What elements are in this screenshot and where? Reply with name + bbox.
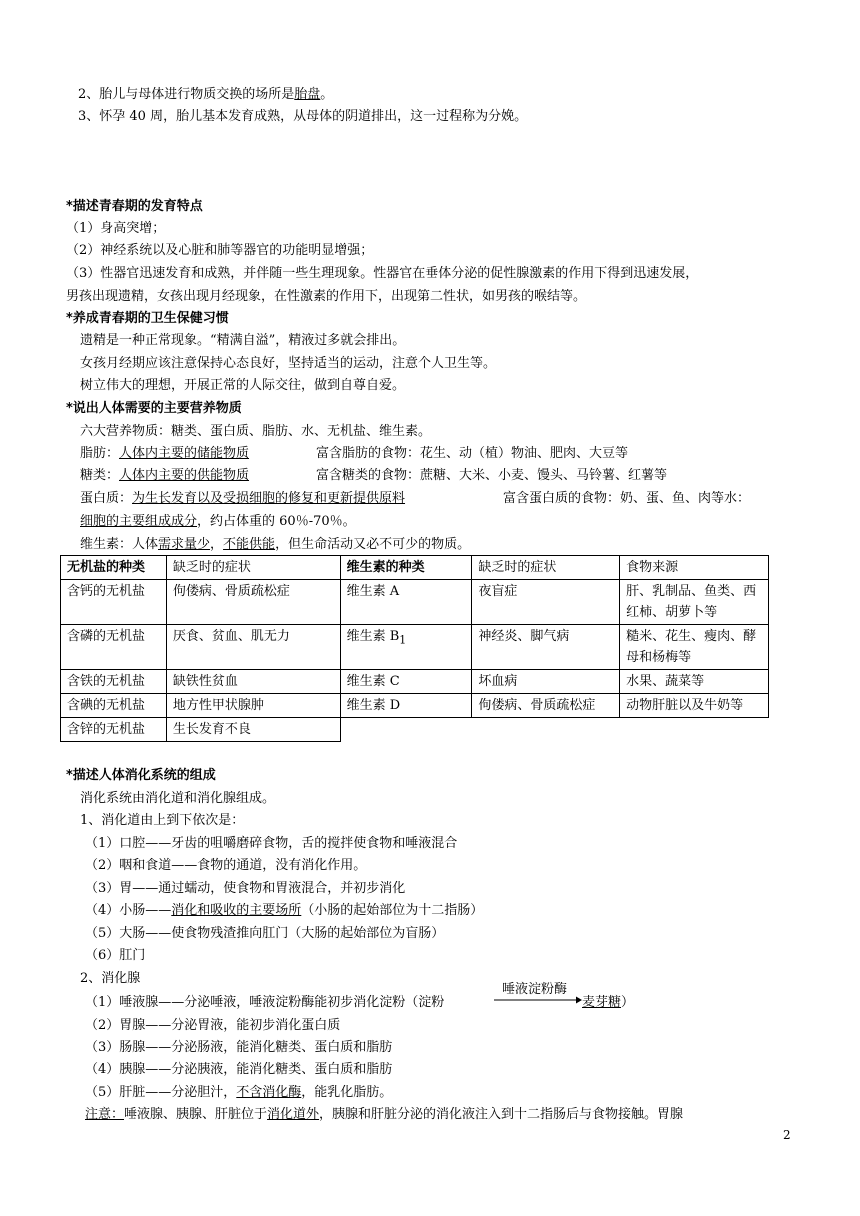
table-header-cell: 无机盐的种类: [61, 556, 167, 580]
text: 脂肪：: [80, 446, 120, 461]
text-line: [85, 1085, 392, 1101]
text-line: 2、消化腺: [80, 971, 141, 986]
table-cell: 佝偻病、骨质疏松症: [472, 694, 620, 718]
text: （4）小肠——: [85, 903, 172, 918]
underlined-term: 不能供能: [223, 537, 276, 552]
table-cell: 肝、乳制品、鱼类、西红柿、胡萝卜等: [620, 580, 769, 625]
underlined-term: 细胞的主要组成成分: [80, 514, 198, 529]
table-cell: 糙米、花生、瘦肉、酵母和杨梅等: [620, 625, 769, 670]
table-cell: 佝偻病、骨质疏松症: [166, 580, 340, 625]
underlined-term: 消化道外: [267, 1107, 320, 1122]
underlined-term: 消化和吸收的主要场所: [171, 903, 302, 918]
table-header-cell: 缺乏时的症状: [166, 556, 340, 580]
text-line: [80, 446, 249, 462]
text: 。: [320, 87, 334, 102]
text-line: （1）唾液腺——分泌唾液，唾液淀粉酶能初步消化淀粉（淀粉: [85, 995, 445, 1010]
text: ，胰腺和肝脏分泌的消化液注入到十二指肠后与食物接触。胃腺: [319, 1107, 684, 1122]
cell-text: 维生素 B: [346, 629, 400, 644]
text-line: （4）胰腺——分泌胰液，能消化糖类、蛋白质和脂肪: [85, 1062, 393, 1077]
table-cell: 含钙的无机盐: [61, 580, 167, 625]
text: 糖类：: [80, 468, 120, 483]
text: （5）肝脏——分泌胆汁，: [85, 1085, 237, 1100]
text: ）: [621, 995, 635, 1010]
table-header-cell: 维生素的种类: [340, 556, 472, 580]
table-row: [61, 670, 769, 694]
text: ，约占体重的 60％-70％。: [197, 514, 356, 529]
table-cell: 夜盲症: [472, 580, 620, 625]
table-empty-cell: [340, 718, 768, 742]
text-line: [80, 537, 470, 553]
text-line: [582, 995, 634, 1011]
table-cell: 含铁的无机盐: [61, 670, 167, 694]
page-number: 2: [783, 1128, 791, 1142]
text-line: 六大营养物质：糖类、蛋白质、脂肪、水、无机盐、维生素。: [80, 424, 432, 439]
section-heading: *说出人体需要的主要营养物质: [66, 401, 242, 416]
table-cell: 地方性甲状腺肿: [166, 694, 340, 718]
table-cell: [340, 625, 472, 670]
table-cell: 厌食、贫血、肌无力: [166, 625, 340, 670]
text: 2、胎儿与母体进行物质交换的场所是: [78, 87, 295, 102]
text-line: 遗精是一种正常现象。“精满自溢”，精液过多就会排出。: [80, 333, 406, 348]
text: ，能乳化脂肪。: [301, 1085, 393, 1100]
text-line: 3、怀孕 40 周，胎儿基本发育成熟，从母体的阴道排出，这一过程称为分娩。: [78, 109, 528, 124]
table-header-cell: 缺乏时的症状: [472, 556, 620, 580]
text-line: （6）肛门: [85, 948, 146, 963]
text-line: 消化系统由消化道和消化腺组成。: [80, 791, 276, 806]
table-cell: 坏血病: [472, 670, 620, 694]
text-line: [80, 468, 249, 484]
text-line: （1）口腔——牙齿的咀嚼磨碎食物，舌的搅拌使食物和唾液混合: [85, 836, 458, 851]
underlined-term: 为生长发育以及受损细胞的修复和更新提供原料: [132, 491, 406, 506]
text: （小肠的起始部位为十二指肠）: [301, 903, 484, 918]
table-row: [61, 718, 769, 742]
underlined-term: 需求量少: [158, 537, 211, 552]
text-line: （3）肠腺——分泌肠液，能消化糖类、蛋白质和脂肪: [85, 1040, 393, 1055]
text-line: 富含蛋白质的食物：奶、蛋、鱼、肉等水：: [503, 491, 751, 506]
text-line: 富含糖类的食物：蔗糖、大米、小麦、馒头、马铃薯、红薯等: [316, 468, 668, 483]
underlined-term: 注意：: [85, 1107, 125, 1122]
text-line: （2）神经系统以及心脏和肺等器官的功能明显增强；: [66, 243, 374, 258]
text-line: 树立伟大的理想，开展正常的人际交往，做到自尊自爱。: [80, 378, 406, 393]
enzyme-label: 唾液淀粉酶: [502, 982, 568, 997]
table-cell: 维生素 A: [340, 580, 472, 625]
text: ，: [210, 537, 224, 552]
text-line: [78, 87, 333, 103]
table-cell: 生长发育不良: [166, 718, 340, 742]
underlined-term: 胎盘: [294, 87, 321, 102]
text: 唾液腺、胰腺、肝脏位于: [124, 1107, 268, 1122]
nutrient-table: [60, 555, 769, 742]
table-cell: 缺铁性贫血: [166, 670, 340, 694]
text-line: 1、消化道由上到下依次是：: [80, 813, 245, 828]
table-cell: 含锌的无机盐: [61, 718, 167, 742]
text-line: （3）性器官迅速发育和成熟，并伴随一些生理现象。性器官在垂体分泌的促性腺激素的作用下得到迅速发展，: [66, 266, 699, 281]
text-line: 富含脂肪的食物：花生、动（植）物油、肥肉、大豆等: [316, 446, 629, 461]
text: 蛋白质：: [80, 491, 133, 506]
subscript: 1: [399, 633, 407, 647]
text-line: 男孩出现遗精，女孩出现月经现象，在性激素的作用下，出现第二性状，如男孩的喉结等。: [66, 289, 587, 304]
table-cell: 维生素 C: [340, 670, 472, 694]
table-cell: 动物肝脏以及牛奶等: [620, 694, 769, 718]
text-line: （3）胃——通过蠕动，使食物和胃液混合，并初步消化: [85, 881, 406, 896]
text: 维生素：人体: [80, 537, 159, 552]
text-line: （1）身高突增；: [66, 221, 166, 236]
section-heading: *描述人体消化系统的组成: [66, 768, 216, 783]
table-header-cell: 食物来源: [620, 556, 769, 580]
table-cell: 水果、蔬菜等: [620, 670, 769, 694]
text-line: 女孩月经期应该注意保持心态良好，坚持适当的运动，注意个人卫生等。: [80, 356, 497, 371]
table-cell: 含碘的无机盐: [61, 694, 167, 718]
reaction-arrow-icon: [494, 995, 582, 1005]
section-heading: *描述青春期的发育特点: [66, 199, 203, 214]
text: ，但生命活动又必不可少的物质。: [275, 537, 471, 552]
table-row: [61, 625, 769, 670]
table-cell: 含磷的无机盐: [61, 625, 167, 670]
text-line: [85, 903, 483, 919]
table-row: [61, 694, 769, 718]
underlined-term: 麦芽糖: [582, 995, 622, 1010]
underlined-term: 人体内主要的储能物质: [119, 446, 250, 461]
text-line: （5）大肠——使食物残渣推向肛门（大肠的起始部位为盲肠）: [85, 926, 445, 941]
section-heading: *养成青春期的卫生保健习惯: [66, 311, 229, 326]
table-cell: 维生素 D: [340, 694, 472, 718]
underlined-term: 人体内主要的供能物质: [119, 468, 250, 483]
table-row: [61, 580, 769, 625]
text-line: （2）胃腺——分泌胃液，能初步消化蛋白质: [85, 1018, 341, 1033]
underlined-term: 不含消化酶: [236, 1085, 302, 1100]
text-line: [80, 514, 356, 530]
text-line: （2）咽和食道——食物的通道，没有消化作用。: [85, 858, 367, 873]
table-cell: 神经炎、脚气病: [472, 625, 620, 670]
text-line: [80, 491, 405, 507]
table-header-row: [61, 556, 769, 580]
text-line: [85, 1107, 683, 1123]
